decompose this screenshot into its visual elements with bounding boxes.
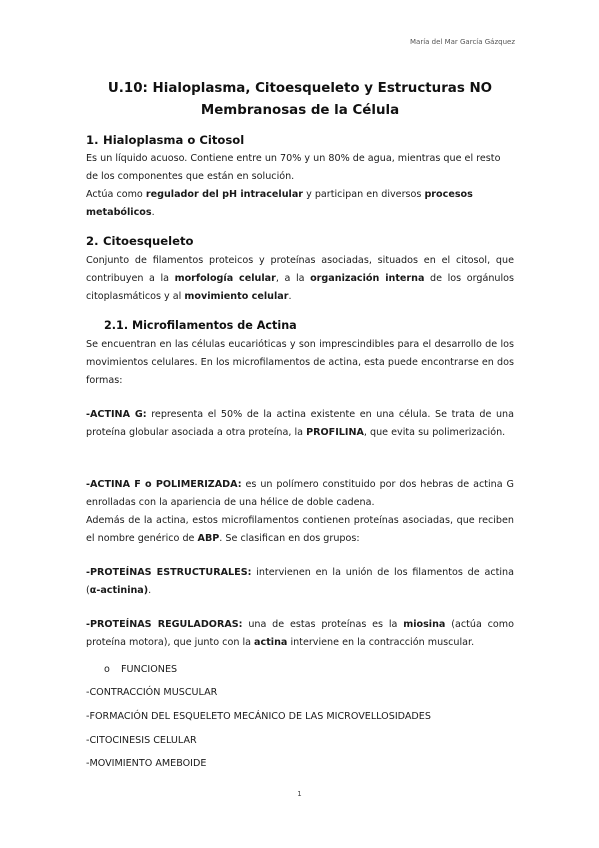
bold-label: -PROTEÍNAS REGULADORAS:: [86, 619, 243, 630]
bold-term: ABP: [197, 533, 220, 544]
bold-term: actina: [254, 637, 288, 648]
section-1-paragraph-2: [86, 186, 514, 222]
section-2-1-intro: Se encuentran en las células eucarióticas y son imprescindibles para el desarrollo de los movimientos celulares. En los microfilamentos de actina, esta puede encontrarse en dos formas:: [86, 339, 514, 386]
bold-term: PROFILINA: [306, 427, 364, 438]
text-run: representa el 50% de la actina existente en una célula. Se trata de una proteína globular asociada a otra proteína, la: [86, 409, 514, 438]
text-run: , a la: [275, 273, 311, 284]
title-line-1: U.10: Hialoplasma, Citoesqueleto y Estructuras NO: [107, 81, 493, 96]
section-1-number: 1.: [86, 133, 99, 147]
text-run: Además de la actina, estos microfilamentos contienen proteínas asociadas, que reciben el nombre genérico de: [86, 515, 514, 544]
bullet-marker: o: [104, 664, 110, 675]
function-item: -CONTRACCIÓN MUSCULAR: [86, 687, 218, 698]
bold-label: -PROTEÍNAS ESTRUCTURALES:: [86, 567, 252, 578]
text-run: y participan en diversos: [303, 189, 425, 200]
author-header: María del Mar García Gázquez: [409, 38, 515, 46]
text-run: .: [151, 207, 155, 218]
bold-term: regulador del pH intracelular: [145, 189, 304, 200]
text-run: .: [288, 291, 292, 302]
bold-term: morfología celular: [174, 273, 276, 284]
bold-term: miosina: [403, 619, 446, 630]
bold-term: organización interna: [310, 273, 425, 284]
title-line-2: Membranosas de la Célula: [200, 103, 400, 118]
bold-term: α-actinina): [89, 585, 149, 596]
section-1-paragraph-1: Es un líquido acuoso. Contiene entre un 70% y un 80% de agua, mientras que el resto de los componentes que están en solución.: [86, 153, 501, 182]
abp-paragraph: [86, 512, 514, 548]
structural-proteins-paragraph: [86, 564, 514, 600]
text-run: Conjunto de filamentos proteicos y proteínas asociadas, situados en el citosol, que contribuyen a la: [86, 255, 514, 284]
text-run: intervienen en la unión de los filamentos de actina (: [86, 567, 514, 596]
function-item: -FORMACIÓN DEL ESQUELETO MECÁNICO DE LAS MICROVELLOSIDADES: [86, 711, 431, 722]
text-run: . Se clasifican en dos grupos:: [219, 533, 360, 544]
regulatory-proteins-paragraph: [86, 616, 514, 652]
section-1-title: Hialoplasma o Citosol: [103, 133, 245, 147]
section-2-paragraph: [86, 252, 514, 306]
section-2-number: 2.: [86, 234, 99, 248]
page-number: 1: [297, 790, 302, 798]
bold-label: -ACTINA G:: [86, 409, 147, 420]
section-2-title: Citoesqueleto: [103, 234, 194, 248]
bold-label: -ACTINA F o POLIMERIZADA:: [86, 479, 242, 490]
text-run: , que evita su polimerización.: [363, 427, 506, 438]
section-1-heading: [86, 133, 244, 147]
function-item: -CITOCINESIS CELULAR: [86, 735, 197, 746]
actina-f-paragraph: [86, 476, 514, 512]
text-run: una de estas proteínas es la: [242, 619, 404, 630]
function-item: -MOVIMIENTO AMEBOIDE: [86, 758, 207, 769]
text-run: Actúa como: [86, 189, 146, 200]
section-2-heading: [86, 234, 194, 248]
text-run: .: [148, 585, 152, 596]
text-run: (actúa como proteína motora), que junto con la: [86, 619, 515, 648]
bold-term: movimiento celular: [184, 291, 289, 302]
functions-heading: [104, 664, 177, 675]
actina-g-paragraph: [86, 406, 514, 442]
text-run: de los orgánulos citoplasmáticos y al: [86, 273, 515, 302]
bold-term: procesos metabólicos: [86, 189, 473, 218]
functions-label: FUNCIONES: [121, 664, 178, 675]
section-2-1-heading: 2.1. Microfilamentos de Actina: [104, 319, 297, 332]
document-title: [86, 78, 514, 122]
text-run: interviene en la contracción muscular.: [287, 637, 475, 648]
text-run: es un polímero constituido por dos hebras de actina G enrolladas con la apariencia de una hélice de doble cadena.: [86, 479, 514, 508]
